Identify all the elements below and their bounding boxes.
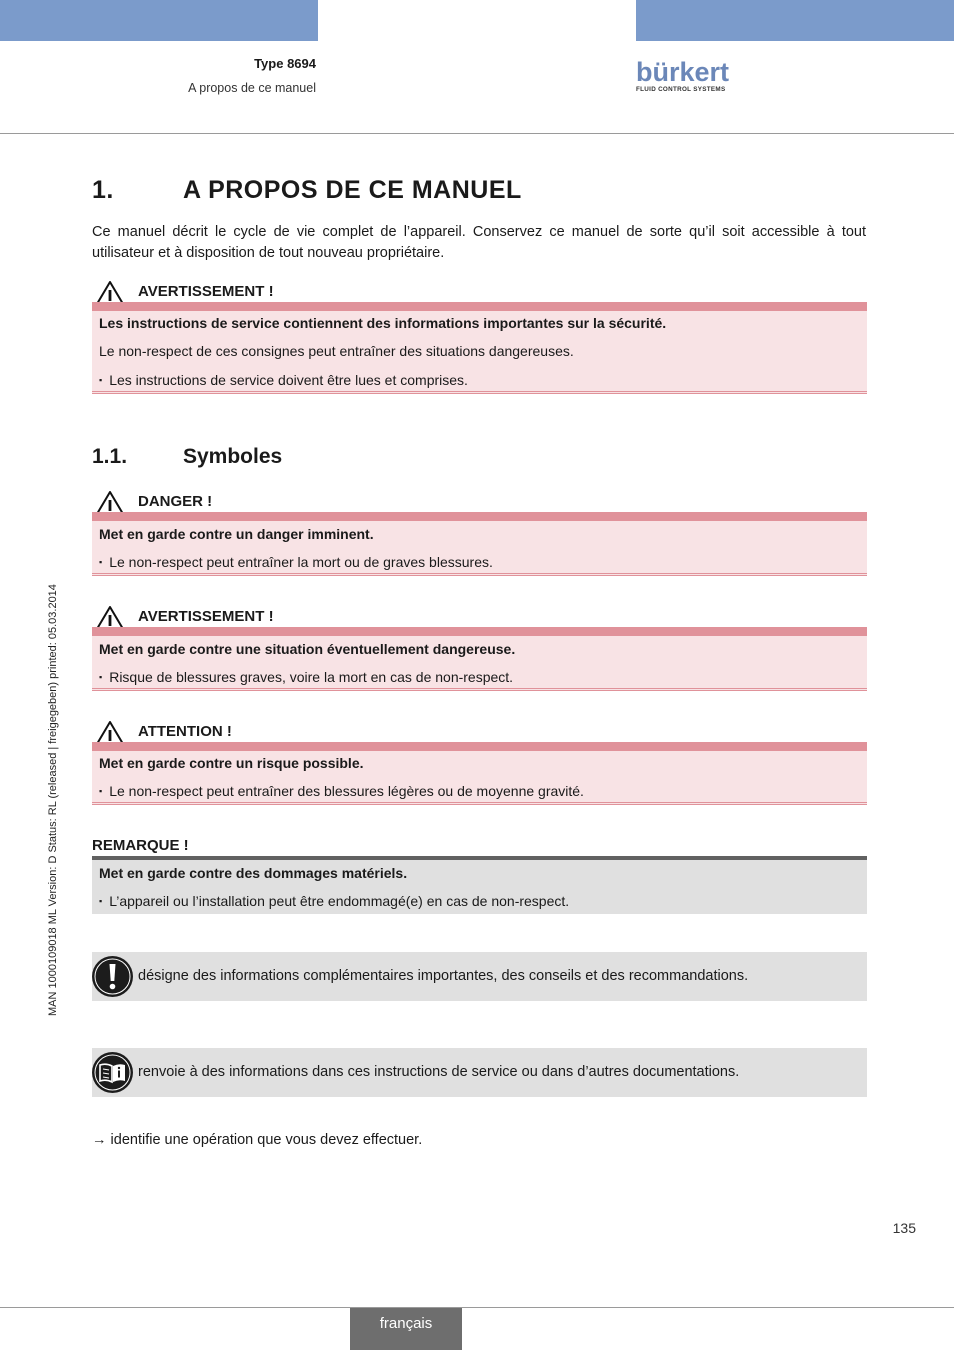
subsection-heading <box>92 445 282 469</box>
info-reference-box <box>92 1048 867 1097</box>
arrow-icon: → <box>92 1132 107 1148</box>
header-type: Type 8694 <box>254 56 316 71</box>
danger-title: DANGER ! <box>138 493 213 510</box>
warning-line-2: Le non-respect de ces consignes peut entraîner des situations dangereuses. <box>99 343 574 359</box>
warning-title: AVERTISSEMENT ! <box>138 283 274 300</box>
remarque-box <box>92 860 867 914</box>
document-status-sidebar: MAN 1000109018 ML Version: D Status: RL (released | freigegeben) printed: 05.03.2014 <box>47 584 59 1016</box>
attention-line-1: Met en garde contre un risque possible. <box>99 755 364 771</box>
book-info-icon <box>92 1052 133 1093</box>
language-tab: français <box>350 1308 462 1350</box>
logo-word: bürkert <box>636 57 730 87</box>
subsection-number: 1.1. <box>92 445 128 468</box>
arrow-item <box>92 1132 422 1148</box>
section-number: 1. <box>92 176 114 204</box>
intro-paragraph: Ce manuel décrit le cycle de vie complet de l’appareil. Conservez ce manuel de sorte qu’il soit accessible à tout utilisateur et à disposition de tout nouveau propriétaire. <box>92 224 866 261</box>
remarque-bullet: ▪ L’appareil ou l’installation peut être endommagé(e) en cas de non-respect. <box>99 893 569 909</box>
footer-divider <box>0 1307 954 1308</box>
exclamation-icon <box>92 956 133 997</box>
arrow-item-text: identifie une opération que vous devez effectuer. <box>110 1132 423 1148</box>
attention-box <box>92 751 867 805</box>
attention-title: ATTENTION ! <box>138 723 232 740</box>
avertissement-line-1: Met en garde contre une situation éventuellement dangereuse. <box>99 641 516 657</box>
warning-line-1: Les instructions de service contiennent des informations importantes sur la sécurité. <box>99 315 667 331</box>
remarque-line-1: Met en garde contre des dommages matériels. <box>99 865 408 881</box>
attention-bullet: ▪ Le non-respect peut entraîner des blessures légères ou de moyenne gravité. <box>99 783 584 799</box>
avertissement-bar <box>92 627 867 636</box>
danger-bullet: ▪ Le non-respect peut entraîner la mort ou de graves blessures. <box>99 554 493 570</box>
warning-bar <box>92 302 867 311</box>
warning-bullet: ▪ Les instructions de service doivent être lues et comprises. <box>99 372 468 388</box>
attention-bar <box>92 742 867 751</box>
section-heading <box>92 176 522 205</box>
danger-line-1: Met en garde contre un danger imminent. <box>99 526 374 542</box>
avertissement-box <box>92 636 867 691</box>
header-subtitle: A propos de ce manuel <box>188 81 316 95</box>
info-important-text: désigne des informations complémentaires importantes, des conseils et des recommandations. <box>138 968 749 984</box>
danger-box <box>92 521 867 576</box>
subsection-title: Symboles <box>183 445 283 468</box>
warning-box <box>92 311 867 394</box>
header-bar-right <box>636 0 954 41</box>
avertissement-bullet: ▪ Risque de blessures graves, voire la mort en cas de non-respect. <box>99 669 513 685</box>
remarque-title: REMARQUE ! <box>92 837 189 854</box>
header-divider <box>0 133 954 134</box>
burkert-logo <box>636 58 729 93</box>
header-bar-left <box>0 0 318 41</box>
section-title: A PROPOS DE CE MANUEL <box>183 176 522 204</box>
info-reference-text: renvoie à des informations dans ces instructions de service ou dans d’autres documentations. <box>138 1064 740 1080</box>
page-number: 135 <box>892 1220 916 1236</box>
danger-bar <box>92 512 867 521</box>
avertissement-title: AVERTISSEMENT ! <box>138 608 274 625</box>
info-important-box <box>92 952 867 1001</box>
logo-tagline: FLUID CONTROL SYSTEMS <box>636 86 726 93</box>
